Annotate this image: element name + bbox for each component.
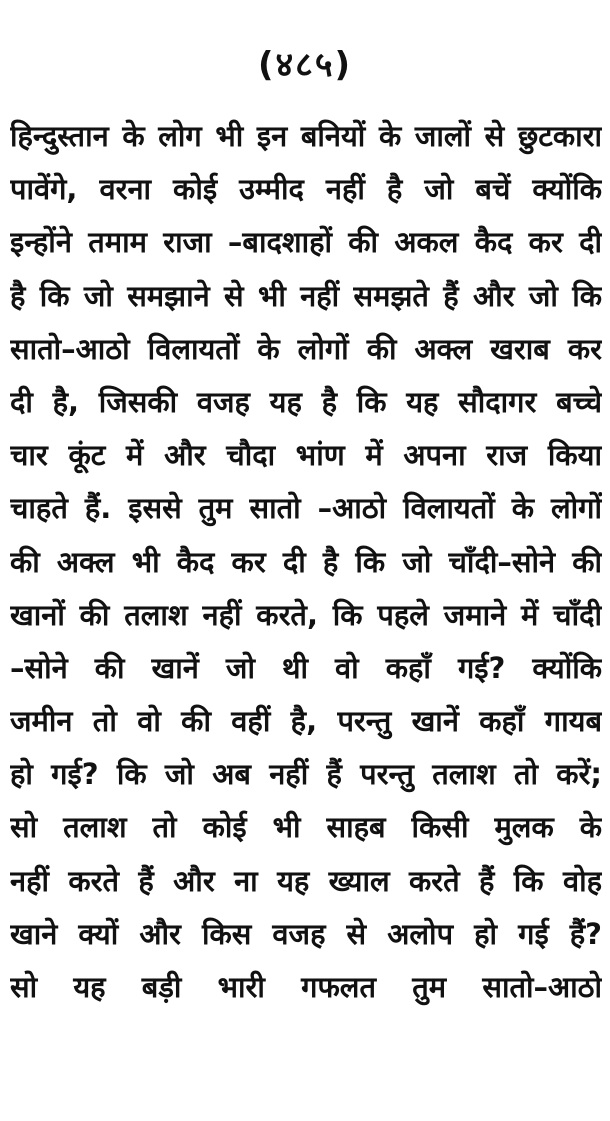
text-line: हिन्दुस्तान के लोग भी इन बनियों के जालों से छुटकारा <box>10 119 602 153</box>
text-line: नहीं करते हैं और ना यह ख्याल करते हैं कि वोह <box>10 863 602 898</box>
text-line: पावेंगे, वरना कोई उम्मीद नहीं है जो बचें क्योंकि <box>10 172 602 207</box>
text-line: खाने क्यों और किस वजह से अलोप हो गई हैं? <box>10 916 602 951</box>
text-line: चाहते हैं. इससे तुम सातो –आठो विलायतों के लोगों <box>10 491 602 526</box>
page-number: (४८५) <box>257 45 353 85</box>
text-line: दी है, जिसकी वजह यह है कि यह सौदागर बच्चे <box>10 384 602 419</box>
text-line: सातो–आठो विलायतों के लोगों की अक्ल खराब कर <box>10 331 602 366</box>
text-line: की अक्ल भी कैद कर दी है कि जो चाँदी–सोने की <box>10 544 602 579</box>
text-line: खानों की तलाश नहीं करते, कि पहले जमाने में चाँदी <box>10 597 602 632</box>
text-line: है कि जो समझाने से भी नहीं समझते हैं और जो कि <box>10 278 602 313</box>
text-line: हो गई? कि जो अब नहीं हैं परन्तु तलाश तो करें; <box>10 757 602 792</box>
body-text <box>10 110 602 1014</box>
text-line: चार कूंट में और चौदा भांण में अपना राज किया <box>10 438 602 473</box>
text-line: इन्होंने तमाम राजा –बादशाहों की अकल कैद कर दी <box>10 225 602 260</box>
text-line: सो यह बड़ी भारी गफलत तुम सातो–आठो <box>10 970 602 1004</box>
text-line: जमीन तो वो की वहीं है, परन्तु खानें कहाँ गायब <box>10 704 602 739</box>
text-line: सो तलाश तो कोई भी साहब किसी मुलक के <box>10 810 602 845</box>
text-line: –सोने की खानें जो थी वो कहाँ गई? क्योंकि <box>10 650 602 685</box>
